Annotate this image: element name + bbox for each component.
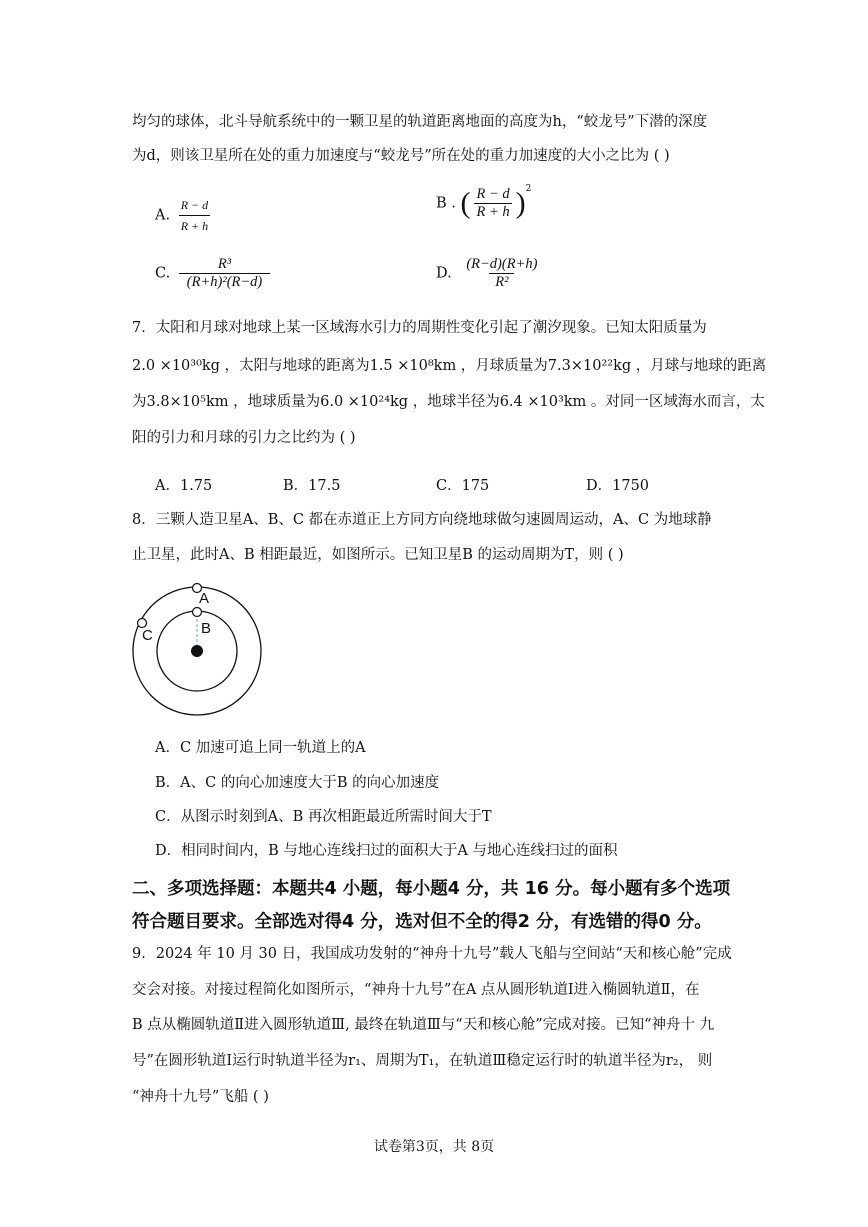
q9-line-2: 交会对接。对接过程简化如图所示，“神舟十九号”在A 点从圆形轨道Ⅰ进入椭圆轨道Ⅱ，在 (132, 982, 700, 998)
q6-b-numerator: R − d (476, 186, 510, 202)
q7-option-b: B．17.5 (283, 478, 341, 494)
q6-option-c (155, 256, 274, 291)
q8-option-c: C．从图示时刻到A、B 再次相距最近所需时间大于T (155, 809, 492, 825)
q8-option-b: B．A、C 的向心加速度大于B 的向心加速度 (155, 775, 440, 791)
q6-b-denominator: R + h (476, 204, 510, 220)
q8-option-d: D．相同时间内，B 与地心连线扫过的面积大于A 与地心连线扫过的面积 (155, 843, 618, 859)
orbit-diagram (128, 578, 268, 728)
q6-option-a (155, 195, 214, 236)
q8-line-1: 8．三颗人造卫星A、B、C 都在赤道正上方同方向绕地球做匀速圆周运动，A、C 为地球静 (132, 512, 712, 528)
q8-option-a: A．C 加速可追上同一轨道上的A (155, 740, 366, 756)
q6-option-b-label: B . (436, 195, 456, 212)
q6-option-d-label: D. (436, 265, 452, 282)
q7-option-c: C．175 (436, 478, 490, 494)
label-c: C (142, 627, 153, 644)
q9-line-4: 号”在圆形轨道Ⅰ运行时轨道半径为r₁、周期为T₁，在轨道Ⅲ稳定运行时的轨道半径为r₂， 则 (132, 1053, 713, 1069)
q6-d-numerator: (R−d)(R+h) (466, 256, 538, 272)
earth-dot (191, 645, 203, 657)
q6-a-denominator: R + h (179, 215, 210, 236)
q9-line-5: “神舟十九号”飞船 ( ) (132, 1089, 269, 1105)
q6-b-exponent: 2 (525, 184, 532, 194)
label-b: B (201, 620, 212, 637)
q7-line-3: 为3.8×10⁵km ，地球质量为6.0 ×10²⁴kg ，地球半径为6.4 ×10³km 。对同一区域海水而言，太 (132, 394, 765, 410)
q6-c-denominator: (R+h)²(R−d) (179, 273, 270, 291)
q9-line-3: B 点从椭圆轨道Ⅱ进入圆形轨道Ⅲ, 最终在轨道Ⅲ与“天和核心舱”完成对接。已知“神舟十 九 (132, 1017, 715, 1033)
satellite-b (193, 608, 202, 617)
page-footer: 试卷第3页，共 8页 (373, 1139, 495, 1155)
q8-line-2: 止卫星，此时A、B 相距最近，如图所示。已知卫星B 的运动周期为T，则 ( ) (132, 547, 624, 563)
q6-c-numerator: R³ (217, 256, 232, 272)
q6-option-c-fraction (179, 256, 270, 291)
q6-option-b: B . ( $\frac{R - d}{R + h}$ )$^2$ (436, 184, 532, 220)
label-a: A (199, 590, 210, 607)
q7-option-d: D．1750 (586, 478, 650, 494)
q6-option-d (436, 256, 547, 291)
q7-option-a: A．1.75 (155, 478, 213, 494)
q6-line-1: 均匀的球体，北斗导航系统中的一颗卫星的轨道距离地面的高度为h，“蛟龙号”下潜的深度 (132, 114, 708, 130)
q7-line-2: 2.0 ×10³⁰kg ，太阳与地球的距离为1.5 ×10⁸km ，月球质量为7.3×10²²kg ，月球与地球的距离 (132, 358, 767, 374)
section-2-heading-line-1: 二、多项选择题：本题共4 小题，每小题4 分，共 16 分。每小题有多个选项 (132, 879, 731, 899)
q9-line-1: 9．2024 年 10 月 30 日，我国成功发射的“神舟十九号”载人飞船与空间站“天和核心舱”完成 (132, 946, 732, 962)
q7-line-4: 阳的引力和月球的引力之比约为 ( ) (132, 430, 356, 446)
q6-line-2: 为d，则该卫星所在处的重力加速度与“蛟龙号”所在处的重力加速度的大小之比为 ( ) (132, 148, 670, 164)
q6-option-a-label: A. (155, 207, 171, 224)
q6-option-d-fraction (460, 256, 543, 291)
q6-a-numerator: R − d (180, 198, 209, 212)
q6-option-c-label: C. (155, 265, 171, 282)
section-2-heading-line-2: 符合题目要求。全部选对得4 分，选对但不全的得2 分，有选错的得0 分。 (132, 912, 712, 932)
q6-d-denominator: R² (489, 273, 514, 291)
q6-option-a-fraction (179, 195, 210, 236)
q7-line-1: 7．太阳和月球对地球上某一区域海水引力的周期性变化引起了潮汐现象。已知太阳质量为 (132, 320, 707, 336)
q6-option-b-fraction (474, 186, 511, 221)
